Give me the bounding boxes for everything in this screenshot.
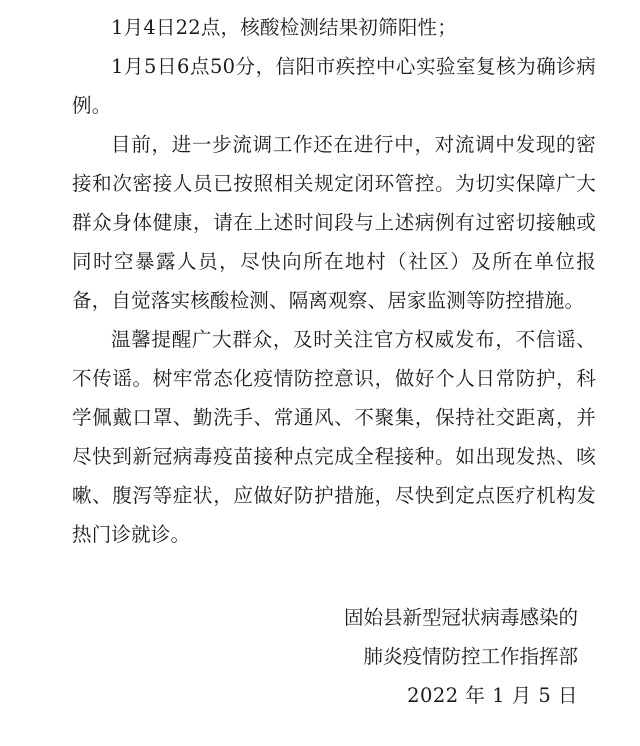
paragraph-1: 1月4日22点，核酸检测结果初筛阳性； <box>111 16 457 39</box>
paragraph-4: 温馨提醒广大群众，及时关注官方权威发布，不信谣、不传谣。树牢常态化疫情防控意识，做好个人日常防护，科学佩戴口罩、勤洗手、常通风、不聚集，保持社交距离，并尽快到新冠病毒疫苗接种点完成全程接种。如出现发热、咳嗽、腹泻等症状，应做好防护措施，尽快到定点医疗机构发热门诊就诊。 <box>72 328 596 546</box>
paragraph-2: 1月5日6点50分，信阳市疾控中心实验室复核为确诊病例。 <box>72 55 596 117</box>
signature-block <box>72 598 596 715</box>
signature-line-1: 固始县新型冠状病毒感染的 <box>343 606 578 629</box>
signature-date: 2022 年 1 月 5 日 <box>407 684 578 707</box>
signature-line-2: 肺炎疫情防控工作指挥部 <box>363 645 578 668</box>
paragraph-3: 目前，进一步流调工作还在进行中，对流调中发现的密接和次密接人员已按照相关规定闭环管控。为切实保障广大群众身体健康，请在上述时间段与上述病例有过密切接触或同时空暴露人员，尽快向所在地村（社区）及所在单位报备，自觉落实核酸检测、隔离观察、居家监测等防控措施。 <box>72 133 596 312</box>
